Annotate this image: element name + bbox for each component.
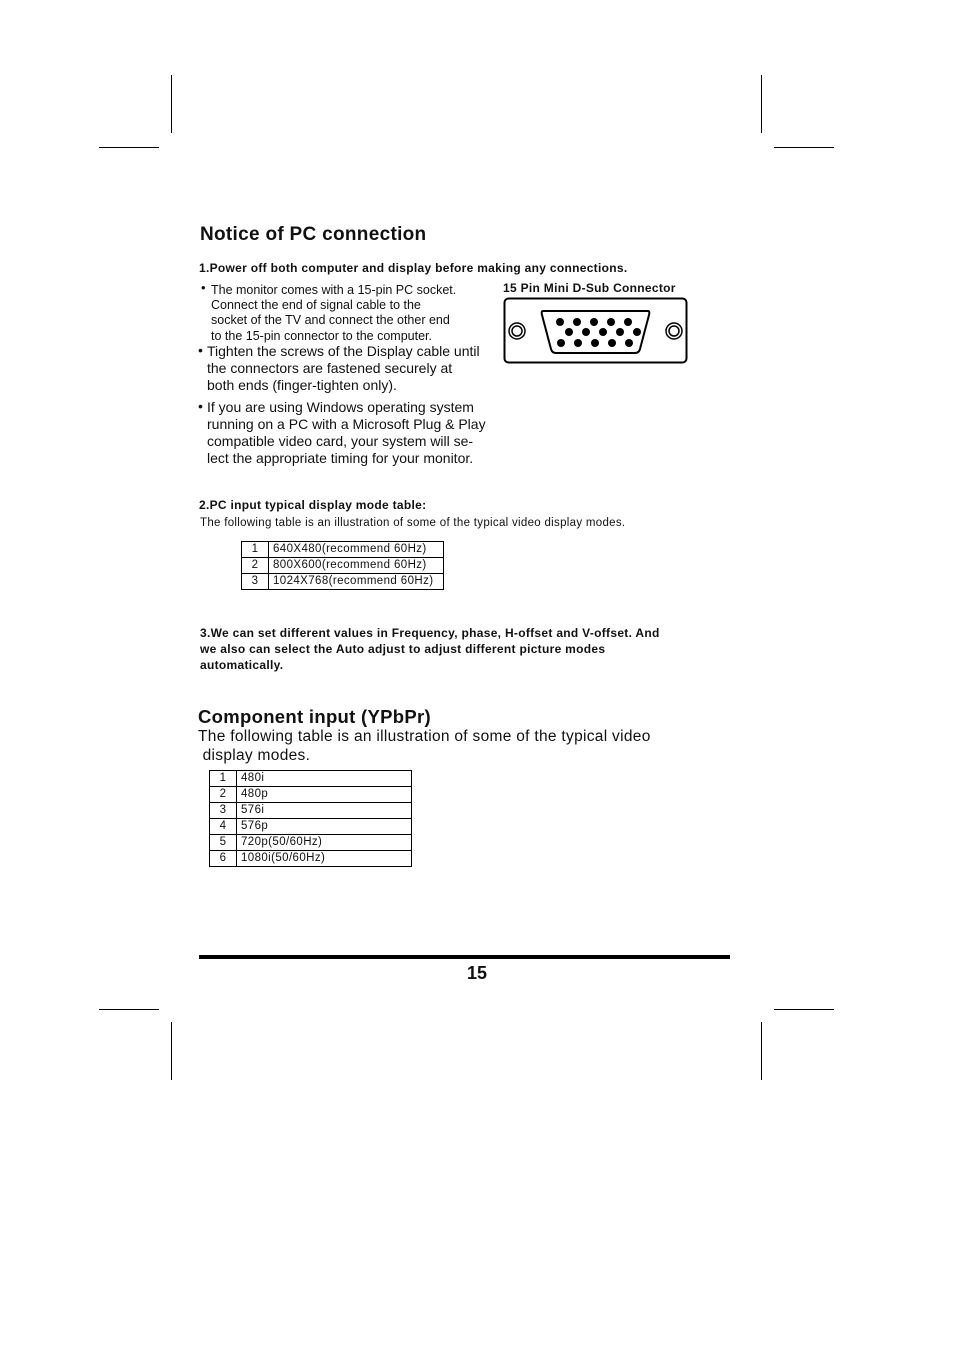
- bullet-marker: •: [201, 280, 206, 295]
- row-mode: 576p: [237, 819, 412, 835]
- row-number: 2: [242, 558, 269, 574]
- table-row: [210, 851, 412, 867]
- section-3-line: we also can select the Auto adjust to adjust different picture modes: [200, 642, 606, 656]
- bullet-line: Connect the end of signal cable to the: [211, 298, 421, 312]
- section-3-line: automatically.: [200, 658, 284, 672]
- bullet-line: both ends (finger-tighten only).: [207, 377, 397, 393]
- bullet-marker: •: [198, 342, 203, 358]
- bullet-line: running on a PC with a Microsoft Plug & Play: [207, 416, 486, 432]
- table-row: [210, 835, 412, 851]
- bullet-line: the connectors are fastened securely at: [207, 360, 453, 376]
- section-2-intro: The following table is an illustration of some of the typical video display modes.: [200, 517, 626, 529]
- row-mode: 480i: [237, 771, 412, 787]
- crop-mark-bottom-left-vertical: [171, 1022, 172, 1080]
- bullet-line: If you are using Windows operating system: [207, 399, 474, 415]
- section-title-component: Component input (YPbPr): [198, 706, 431, 727]
- footer-rule: [199, 955, 730, 959]
- bullet-line: Tighten the screws of the Display cable until: [207, 343, 480, 359]
- page-number: 15: [466, 963, 488, 983]
- row-number: 5: [210, 835, 237, 851]
- table-row: [242, 558, 444, 574]
- row-number: 2: [210, 787, 237, 803]
- table-row: [242, 574, 444, 590]
- bullet-line: to the 15-pin connector to the computer.: [211, 329, 432, 343]
- row-number: 3: [242, 574, 269, 590]
- bullet-line: lect the appropriate timing for your monitor.: [207, 450, 474, 466]
- component-intro-line: The following table is an illustration of some of the typical video: [198, 728, 651, 745]
- table-row: [210, 771, 412, 787]
- crop-mark-top-right-horizontal: [774, 147, 834, 148]
- d-sub-connector-diagram: [503, 297, 688, 365]
- crop-mark-bottom-right-horizontal: [774, 1009, 834, 1010]
- row-mode: 576i: [237, 803, 412, 819]
- row-number: 4: [210, 819, 237, 835]
- row-mode: 800X600(recommend 60Hz): [269, 558, 444, 574]
- row-number: 6: [210, 851, 237, 867]
- row-number: 1: [210, 771, 237, 787]
- section-2-heading: 2.PC input typical display mode table:: [199, 498, 427, 512]
- table-row: [210, 819, 412, 835]
- crop-mark-top-left-vertical: [171, 75, 172, 133]
- row-mode: 480p: [237, 787, 412, 803]
- row-mode: 640X480(recommend 60Hz): [269, 542, 444, 558]
- crop-mark-bottom-left-horizontal: [99, 1009, 159, 1010]
- row-number: 1: [242, 542, 269, 558]
- bullet-line: compatible video card, your system will se-: [207, 433, 474, 449]
- step-1-text: 1.Power off both computer and display before making any connections.: [199, 261, 628, 275]
- bullet-marker: •: [198, 398, 203, 414]
- crop-mark-top-right-vertical: [761, 75, 762, 133]
- component-intro-line: display modes.: [198, 747, 311, 764]
- row-mode: 1080i(50/60Hz): [237, 851, 412, 867]
- crop-mark-top-left-horizontal: [99, 147, 159, 148]
- bullet-line: socket of the TV and connect the other end: [211, 313, 450, 327]
- section-3-line: 3.We can set different values in Frequency, phase, H-offset and V-offset. And: [200, 626, 660, 640]
- table-row: [210, 787, 412, 803]
- row-number: 3: [210, 803, 237, 819]
- row-mode: 1024X768(recommend 60Hz): [269, 574, 444, 590]
- component-mode-table: [209, 770, 412, 867]
- row-mode: 720p(50/60Hz): [237, 835, 412, 851]
- table-row: [210, 803, 412, 819]
- crop-mark-bottom-right-vertical: [761, 1022, 762, 1080]
- connector-caption: 15 Pin Mini D-Sub Connector: [503, 281, 676, 295]
- pc-mode-table: [241, 541, 444, 590]
- bullet-line: The monitor comes with a 15-pin PC socket.: [211, 283, 457, 297]
- section-title-pc-connection: Notice of PC connection: [200, 224, 427, 245]
- table-row: [242, 542, 444, 558]
